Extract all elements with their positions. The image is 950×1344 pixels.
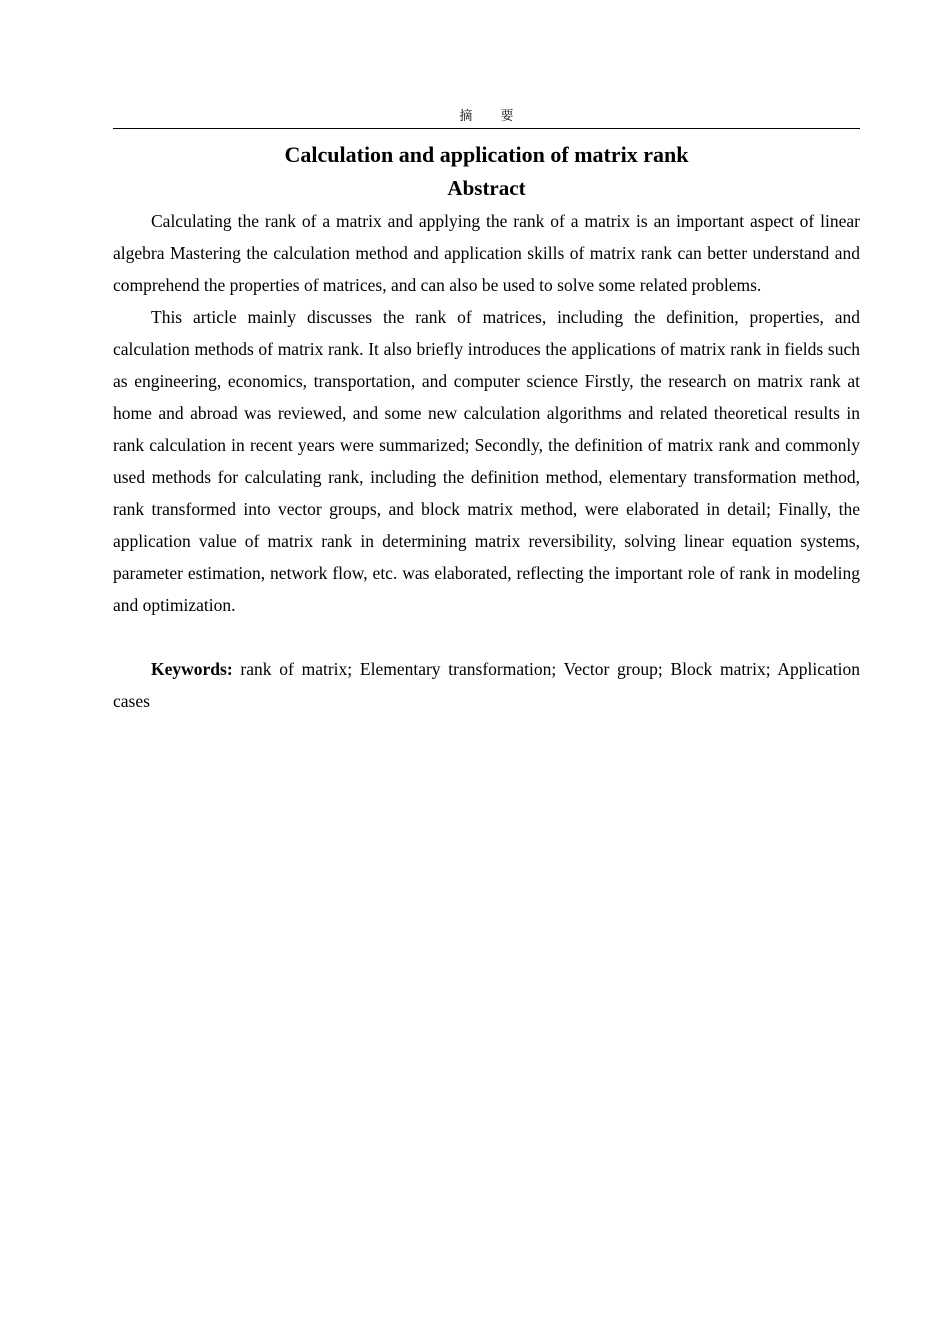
abstract-heading: Abstract [447, 176, 526, 200]
abstract-paragraph-1: Calculating the rank of a matrix and applying the rank of a matrix is an important aspect of linear algebra Mastering the calculation method and application skills of matrix rank can better understand and comprehend the properties of matrices, and can also be used to solve some related problems. [113, 211, 860, 295]
header-rule [113, 128, 860, 129]
running-header: 摘 要 [459, 109, 526, 124]
document-title: Calculation and application of matrix rank [284, 142, 689, 167]
keywords-label: Keywords: [151, 659, 233, 679]
paragraph-spacer [113, 621, 860, 653]
keywords-paragraph [113, 653, 860, 717]
keywords-text: rank of matrix; Elementary transformation; Vector group; Block matrix; Application cases [113, 659, 861, 711]
abstract-paragraph-2: This article mainly discusses the rank of matrices, including the definition, properties, and calculation methods of matrix rank. It also briefly introduces the applications of matrix rank in fields such as engineering, economics, transportation, and computer science Firstly, the research on matrix rank at home and abroad was reviewed, and some new calculation algorithms and related theoretical results in rank calculation in recent years were summarized; Secondly, the definition of matrix rank and commonly used methods for calculating rank, including the definition method, elementary transformation method, rank transformed into vector groups, and block matrix method, were elaborated in detail; Finally, the application value of matrix rank in determining matrix reversibility, solving linear equation systems, parameter estimation, network flow, etc. was elaborated, reflecting the important role of rank in modeling and optimization. [113, 307, 860, 615]
abstract-body [113, 205, 860, 717]
